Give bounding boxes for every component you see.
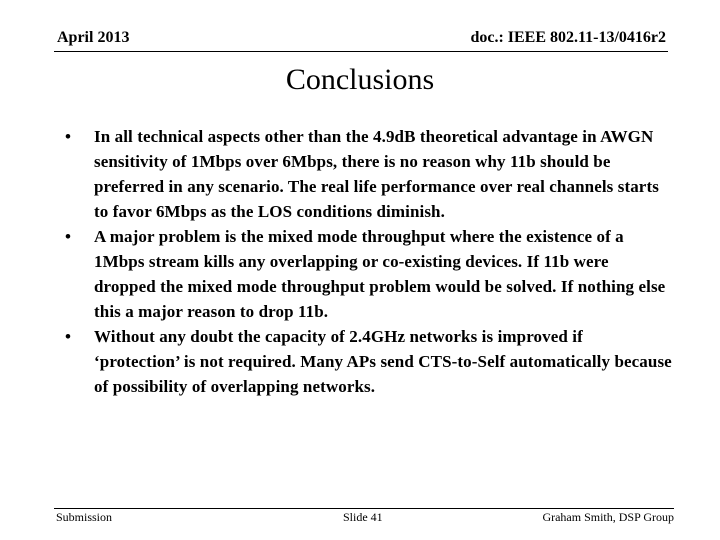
footer-submission: Submission: [56, 510, 113, 524]
bullet-text: In all technical aspects other than the 4.9dB theoretical advantage in AWGN sensitivity of 1Mbps over 6Mbps, there is no reason why 11b should be preferred in any scenario. The real life performance over real channels starts to favor 6Mbps as the LOS conditions diminish.: [94, 127, 659, 221]
bullet-list: [57, 124, 672, 399]
bullet-marker: •: [65, 327, 72, 346]
bullet-item: [57, 324, 672, 399]
footer-divider: [54, 508, 674, 509]
footer-slide-number: Slide 41: [343, 510, 383, 524]
bullet-item: [57, 224, 672, 324]
header-doc-id: doc.: IEEE 802.11-13/0416r2: [470, 29, 666, 46]
header-date: April 2013: [57, 29, 130, 46]
bullet-item: [57, 124, 672, 224]
footer-author: Graham Smith, DSP Group: [542, 510, 674, 524]
header-divider: [54, 51, 668, 52]
bullet-marker: •: [65, 127, 72, 146]
bullet-text: A major problem is the mixed mode throughput where the existence of a 1Mbps stream kills any overlapping or co-existing devices. If 11b were dropped the mixed mode throughput problem would be solved. If nothing else this a major reason to drop 11b.: [94, 227, 666, 321]
slide-title: Conclusions: [285, 63, 435, 96]
bullet-text: Without any doubt the capacity of 2.4GHz networks is improved if ‘protection’ is not required. Many APs send CTS-to-Self automatically because of possibility of overlapping networks.: [94, 327, 672, 396]
bullet-marker: •: [65, 227, 72, 246]
